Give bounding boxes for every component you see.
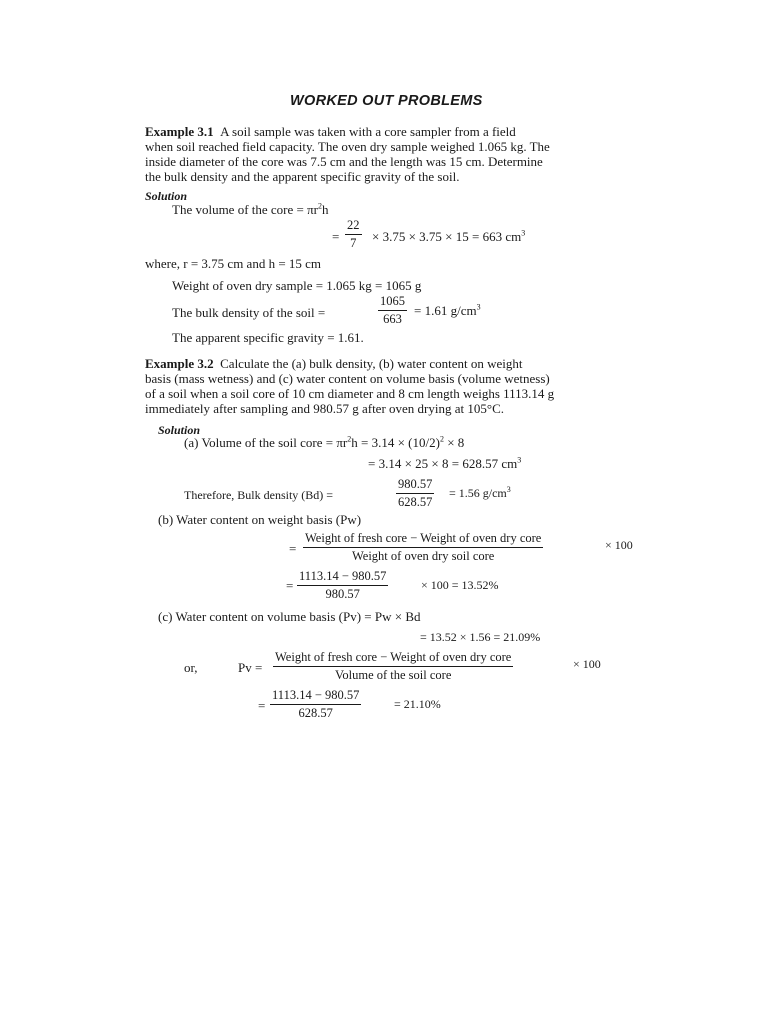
example-3-2-line: Calculate the (a) bulk density, (b) water content on weight (220, 356, 523, 371)
bulk-density-result (414, 303, 481, 319)
formula-text: The volume of the core = πr (172, 202, 319, 217)
or-label: or, (184, 660, 198, 675)
equals-sign: = (258, 698, 266, 713)
example-3-1-statement (145, 124, 635, 184)
fraction-denominator: 628.57 (298, 706, 333, 720)
pv-result-line: = 13.52 × 1.56 = 21.09% (420, 630, 541, 644)
example-3-2-label: Example 3.2 (145, 356, 214, 371)
core-volume-formula: The volume of the core = $\pi r^2h$ (172, 201, 329, 217)
soil-core-volume-result: = 3.14 × 25 × 8 = 628.57 $cm^3$ (368, 455, 522, 471)
formula-text: h (322, 202, 329, 217)
pv-label: Pv = (238, 660, 263, 675)
page-title: WORKED OUT PROBLEMS (290, 93, 483, 109)
fraction-numerator: 980.57 (396, 477, 434, 494)
where-line: where, r = 3.75 cm and h = 15 cm (145, 256, 322, 271)
formula-text: (a) Volume of the soil core = πr (184, 435, 348, 450)
formula-text: × 3.75 × 3.75 × 15 = 663 cm (372, 229, 522, 244)
superscript: 3 (476, 302, 481, 312)
example-3-1-line: inside diameter of the core was 7.5 cm and the length was 15 cm. Determine (145, 154, 543, 169)
formula-text: = 1.56 g/cm (449, 486, 507, 500)
equals-sign: = (332, 229, 340, 244)
formula-text: = 3.14 × 25 × 8 = 628.57 cm (368, 456, 518, 471)
fraction-pv-values (270, 688, 361, 721)
fraction-denominator: Weight of oven dry soil core (351, 549, 495, 563)
formula-text: h = 3.14 × (10/2) (351, 435, 440, 450)
example-3-2-line: basis (mass wetness) and (c) water content on volume basis (volume wetness) (145, 371, 550, 386)
pw-result: × 100 = 13.52% (421, 578, 499, 592)
example-3-1-line: when soil reached field capacity. The oven dry sample weighed 1.065 kg. The (145, 139, 550, 154)
bulk-density-result: = 1.56 $g/cm^3$ (449, 485, 511, 500)
fraction-numerator: Weight of fresh core − Weight of oven dry core (273, 650, 513, 667)
fraction-numerator: Weight of fresh core − Weight of oven dry core (303, 531, 543, 548)
example-3-1-line: A soil sample was taken with a core sampler from a field (220, 124, 516, 139)
apparent-specific-gravity-line: The apparent specific gravity = 1.61. (172, 330, 364, 345)
fraction-denominator: 628.57 (398, 495, 433, 509)
equals-sign: = (289, 541, 297, 556)
solution-heading: Solution (145, 189, 188, 203)
example-3-2-line: of a soil when a soil core of 10 cm diameter and 8 cm length weighs 1113.14 g (145, 386, 555, 401)
fraction-numerator: 22 (345, 218, 362, 235)
superscript: 3 (521, 228, 526, 238)
formula-text: × 8 (447, 435, 465, 450)
fraction-denominator: 663 (383, 312, 402, 326)
fraction-pw-definition (303, 531, 543, 564)
bulk-density-lhs: The bulk density of the soil = (172, 305, 326, 320)
water-content-volume-heading: (c) Water content on volume basis (Pv) = Pw × Bd (158, 609, 421, 624)
fraction-pw-values (297, 569, 388, 602)
fraction-denominator: Volume of the soil core (334, 668, 452, 682)
fraction-numerator: 1065 (378, 294, 407, 311)
oven-dry-weight-line: Weight of oven dry sample = 1.065 kg = 1065 g (172, 278, 422, 293)
times-100: × 100 (573, 657, 601, 671)
soil-core-volume-formula: (a) Volume of the soil core = $\pi r^2h = 3.14 \times (10/2)^2 \times 8$ (184, 434, 465, 450)
fraction-1065-over-663 (378, 294, 407, 327)
fraction-pv-definition (273, 650, 513, 683)
water-content-weight-heading: (b) Water content on weight basis (Pw) (158, 512, 362, 527)
core-volume-result (372, 229, 525, 245)
example-3-2-line: immediately after sampling and 980.57 g after oven drying at 105°C. (145, 401, 504, 416)
equals-sign: = (286, 578, 294, 593)
fraction-numerator: 1113.14 − 980.57 (270, 688, 361, 705)
fraction-denominator: 980.57 (325, 587, 360, 601)
example-3-1-line: the bulk density and the apparent specific gravity of the soil. (145, 169, 460, 184)
formula-text: = 1.61 g/cm (414, 303, 477, 318)
fraction-22-over-7 (345, 218, 362, 251)
example-3-1-label: Example 3.1 (145, 124, 214, 139)
fraction-980-57-over-628-57 (396, 477, 434, 510)
pv-final-result: = 21.10% (394, 697, 441, 711)
example-3-2-statement (145, 356, 635, 416)
times-100: × 100 (605, 538, 633, 552)
bulk-density-lhs: Therefore, Bulk density (Bd) = (184, 488, 334, 502)
fraction-numerator: 1113.14 − 980.57 (297, 569, 388, 586)
solution-heading: Solution (158, 423, 201, 437)
fraction-denominator: 7 (350, 236, 357, 250)
